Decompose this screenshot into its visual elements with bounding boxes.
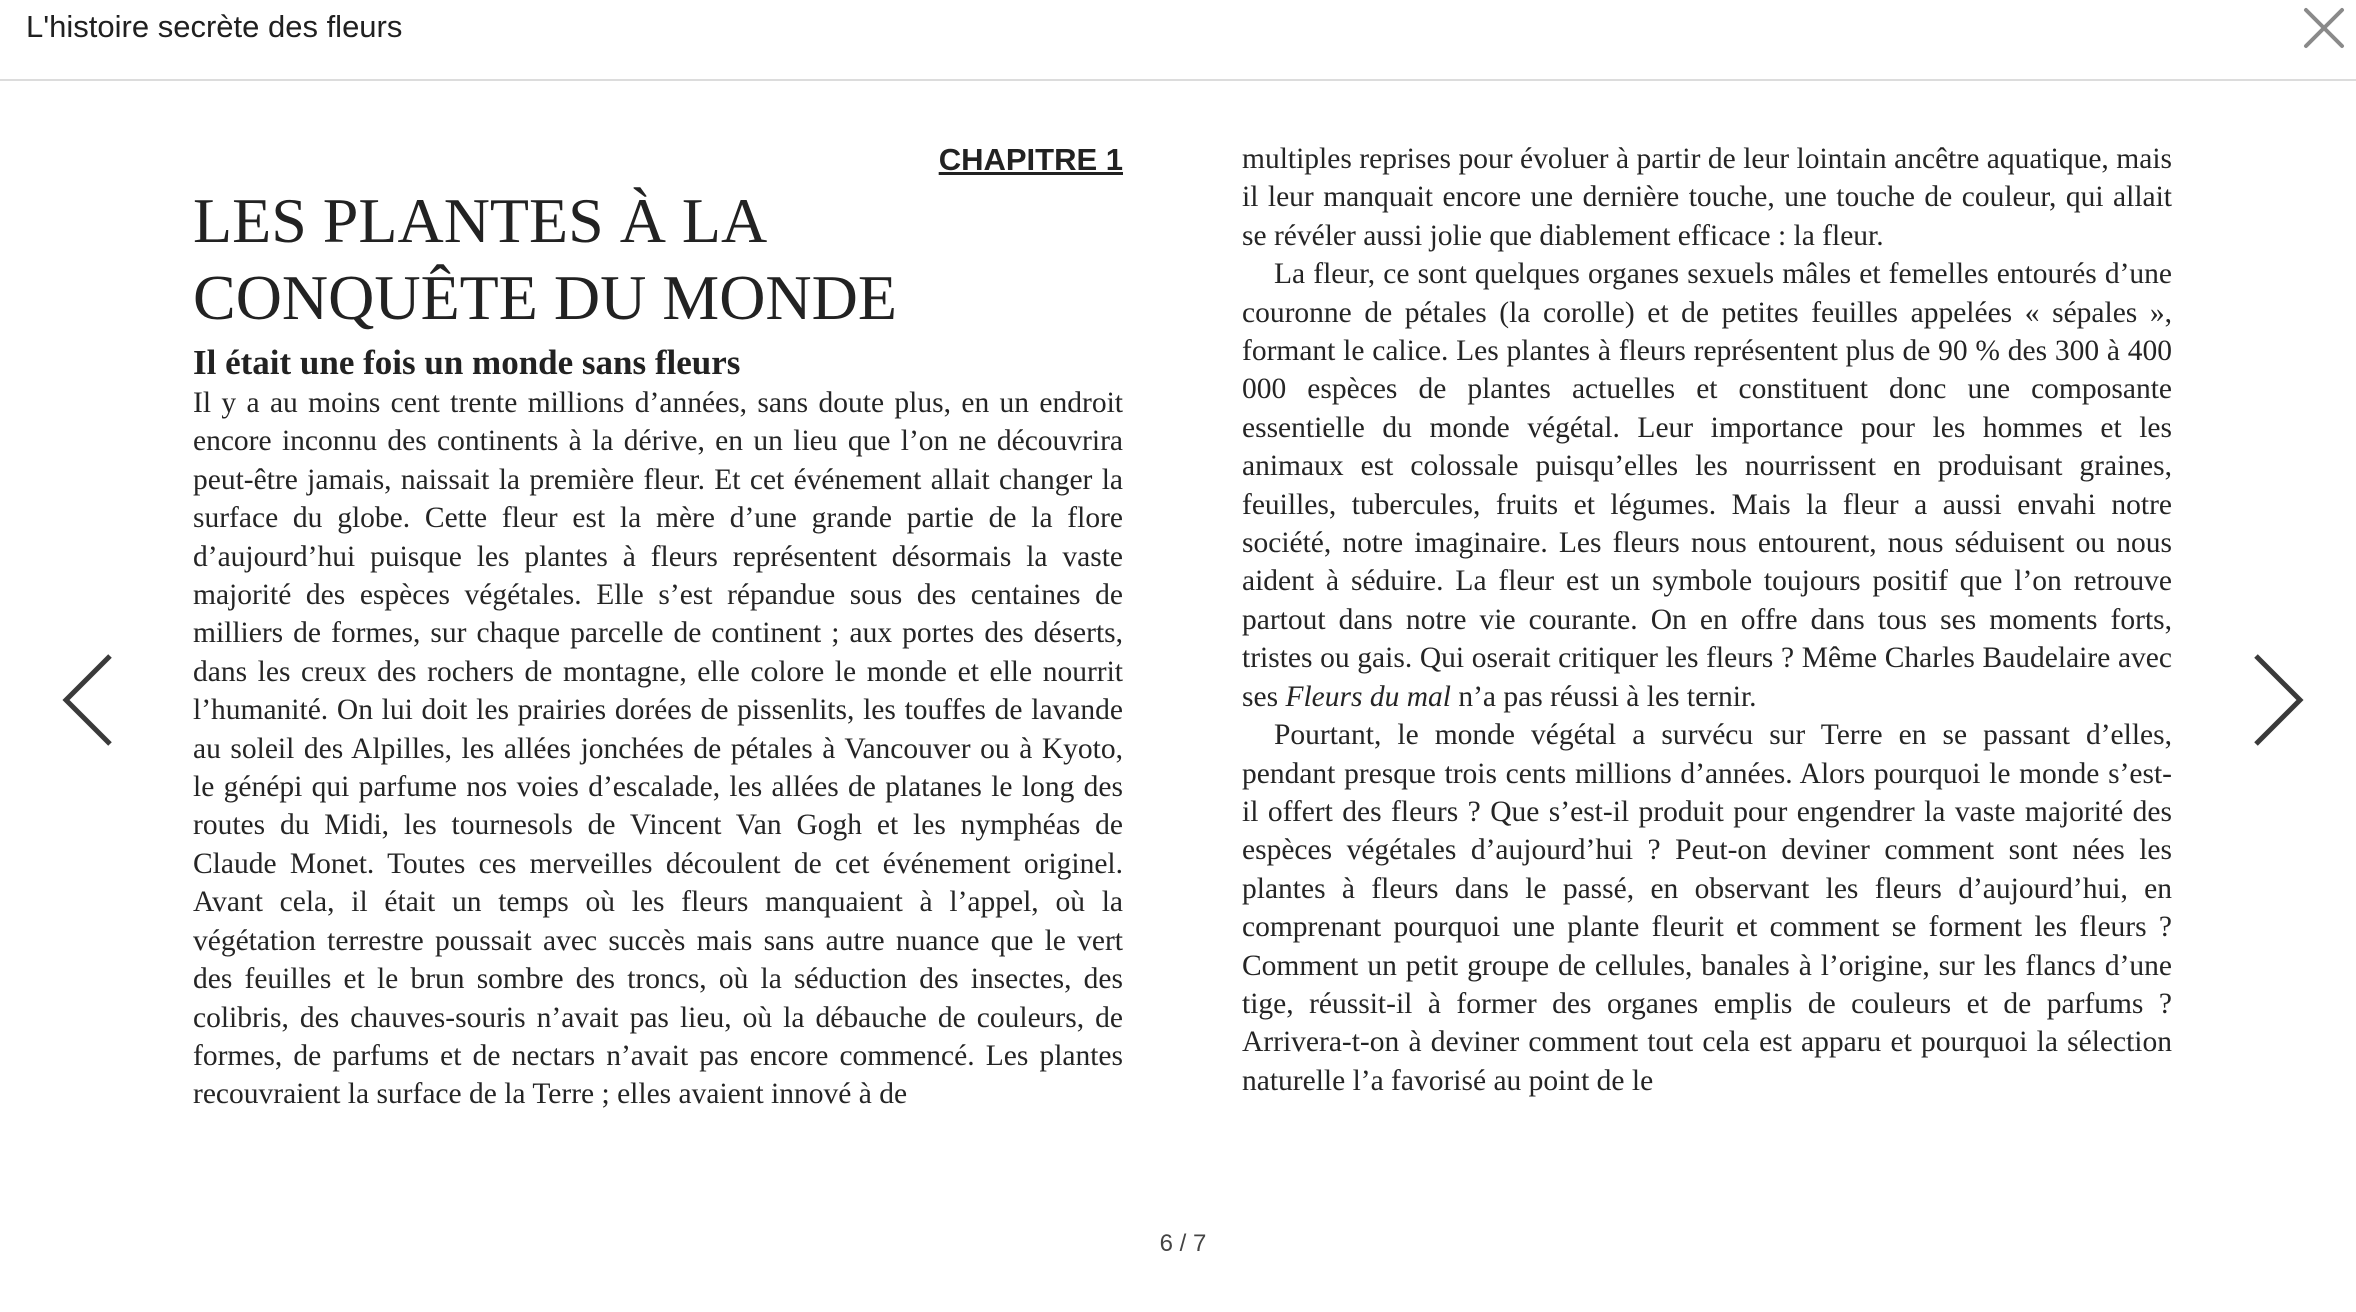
body-paragraph: Il y a au moins cent trente millions d’années, sans doute plus, en un endroit encore inconnu des continents à la dérive, en un lieu que l’on ne découvrira peut-être jamais, naissait la première fleur. Et cet événement allait changer la surface du globe. Cette fleur est la mère d’une grande partie de la flore d’aujourd’hui puisque les plantes à fleurs représentent désormais la vaste majorité des espèces végétales. Elle s’est répandue sous des centaines de milliers de formes, sur chaque parcelle de continent ; aux portes des déserts, dans les creux des rochers de montagne, elle colore le monde et elle nourrit l’humanité. On lui doit les prairies dorées de pissenlits, les touffes de lavande au soleil des Alpilles, les allées jonchées de pétales à Vancouver ou à Kyoto, le génépi qui parfume nos voies d’escalade, les allées de platanes le long des routes du Midi, les tournesols de Vincent Van Gogh et les nymphéas de Claude Monet. Toutes ces merveilles découlent de cet événement originel. Avant cela, il était un temps où les fleurs manquaient à l’appel, où la végétation terrestre poussait avec succès mais sans autre nuance que le vert des feuilles et le brun sombre des troncs, où la séduction des insectes, des colibris, des chauves-souris n’avait pas lieu, où la débauche de couleurs, de formes, de parfums et de nectars n’avait pas encore commencé. Les plantes recouvraient la surface de la Terre ; elles avaient innové à de	[193, 387, 1123, 1111]
previous-page-button[interactable]	[58, 650, 120, 750]
body-text: n’a pas réussi à les ternir.	[1450, 680, 1757, 713]
next-page-button[interactable]	[2246, 650, 2308, 750]
chapter-title-line-2: CONQUÊTE DU MONDE	[193, 262, 897, 333]
left-page	[193, 140, 1123, 1150]
body-paragraph: Pourtant, le monde végétal a survécu sur Terre en se passant d’elles, pendant presque trois cents millions d’années. Alors pourquoi le monde s’est-il offert des fleurs ? Que s’est-il produit pour engendrer la vaste majorité des espèces végétales d’aujourd’hui ? Peut-on deviner comment sont nées les plantes à fleurs dans le passé, en observant les fleurs d’aujourd’hui, en comprenant pourquoi une plante fleurit et comment se forment les fleurs ? Comment un petit groupe de cellules, banales à l’origine, sur les flancs d’une tige, réussit-il à former des organes emplis de couleurs et de parfums ? Arrivera-t-on à deviner comment tout cela est apparu et pourquoi la sélection naturelle l’a favorisé au point de le	[1242, 719, 2172, 1097]
chevron-left-icon	[58, 650, 120, 750]
body-text: La fleur, ce sont quelques organes sexuels mâles et femelles entourés d’une couronne de pétales (la corolle) et de petites feuilles appelées « sépales », formant le calice. Les plantes à fleurs représentent plus de 90 % des 300 à 400 000 espèces de plantes actuelles et constituent donc une composante essentielle du monde végétal. Leur importance pour les hommes et les animaux est colossale puisqu’elles les nourrissent en produisant graines, feuilles, tubercules, fruits et légumes. Mais la fleur a aussi envahi notre société, notre imaginaire. Les fleurs nous entourent, nous séduisent ou nous aident à séduire. La fleur est un symbole toujours positif que l’on retrouve partout dans notre vie courante. On en offre dans tous ses moments forts, tristes ou gais. Qui oserait critiquer les fleurs ? Même Charles Baudelaire avec ses	[1242, 258, 2172, 713]
reader-header	[0, 0, 2356, 81]
body-paragraph	[1242, 255, 2172, 716]
book-title-italic: Fleurs du mal	[1285, 680, 1451, 713]
right-page	[1242, 140, 2172, 1150]
book-title: L'histoire secrète des fleurs	[26, 9, 403, 44]
close-icon	[2300, 4, 2348, 52]
close-button[interactable]	[2300, 4, 2348, 52]
chapter-title	[193, 182, 1123, 336]
page-indicator: 6 / 7	[1159, 1230, 1207, 1257]
section-title: Il était une fois un monde sans fleurs	[193, 343, 741, 382]
body-paragraph: multiples reprises pour évoluer à partir de leur lointain ancêtre aquatique, mais il leur manquait encore une dernière touche, une touche de couleur, qui allait se révéler aussi jolie que diablement efficace : la fleur.	[1242, 143, 2172, 252]
chapter-title-line-1: LES PLANTES À LA	[193, 185, 768, 256]
chapter-label: CHAPITRE 1	[938, 142, 1123, 177]
chevron-right-icon	[2246, 650, 2308, 750]
